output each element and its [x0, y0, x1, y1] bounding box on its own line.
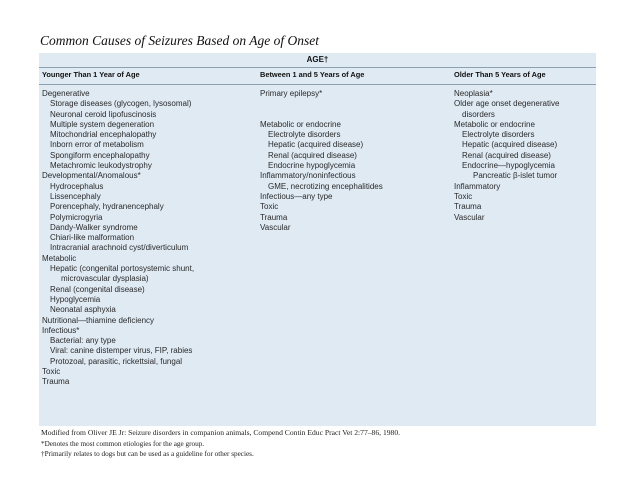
table-cell: Hepatic (acquired disease) [462, 140, 558, 150]
column-1-to-5-years [260, 89, 383, 233]
table-cell: Hepatic (congenital portosystemic shunt, [50, 264, 195, 274]
table-cell: Intracranial arachnoid cyst/diverticulum [50, 243, 189, 253]
table-cell: Hypoglycemia [50, 294, 101, 304]
table-cell: Infectious—any type [260, 191, 333, 201]
table-cell: Renal (congenital disease) [50, 284, 145, 294]
table-cell: Porencephaly, hydranencephaly [50, 202, 164, 212]
table-cell: Neoplasia* [454, 89, 493, 98]
footnote-dagger: †Primarily relates to dogs but can be used as a guideline for other species. [41, 450, 254, 458]
seizure-table [39, 53, 596, 426]
table-cell: Toxic [260, 202, 279, 212]
column-header-divider [39, 84, 596, 85]
table-cell: Pancreatic β-islet tumor [473, 171, 558, 181]
table-cell: Inflammatory [454, 181, 501, 191]
table-cell: Electrolyte disorders [268, 130, 341, 140]
table-cell: Endocrine hypoglycemia [268, 161, 356, 171]
table-cell: Trauma [454, 202, 482, 212]
table-cell: Neuronal ceroid lipofuscinosis [50, 109, 157, 119]
table-cell: Vascular [260, 222, 291, 232]
table-cell: Metabolic or endocrine [454, 119, 535, 129]
column-header-under-1-year: Younger Than 1 Year of Age [42, 70, 140, 79]
table-cell: Renal (acquired disease) [268, 150, 357, 160]
table-cell: Chiari-like malformation [50, 233, 135, 243]
footnote-asterisk: *Denotes the most common etiologies for the age group. [41, 440, 205, 448]
table-cell: Inflammatory/noninfectious [260, 171, 356, 181]
table-cell: Lissencephaly [50, 191, 101, 201]
column-over-5-years [454, 89, 559, 223]
table-cell: Toxic [454, 191, 473, 201]
table-cell: Protozoal, parasitic, rickettsial, fungal [50, 356, 183, 366]
table-cell: Metabolic [42, 253, 77, 263]
table-cell: Mitochondrial encephalopathy [50, 130, 157, 140]
table-cell [260, 110, 383, 120]
table-cell: Primary epilepsy* [260, 89, 323, 98]
header-divider [39, 67, 596, 68]
table-cell: Toxic [42, 367, 61, 377]
table-cell: GME, necrotizing encephalitides [268, 181, 383, 191]
column-under-1-year [42, 89, 194, 388]
table-cell: Metachromic leukodystrophy [50, 161, 152, 171]
table-cell: Renal (acquired disease) [462, 150, 551, 160]
table-cell: Trauma [260, 212, 288, 222]
table-cell: Vascular [454, 212, 485, 222]
age-header: AGE† [306, 55, 329, 64]
source-note: Modified from Oliver JE Jr: Seizure disorders in companion animals, Compend Contin Educ Pract Vet 2:77–86, 1980. [41, 428, 401, 437]
table-cell: Multiple system degeneration [50, 119, 155, 129]
table-cell: Electrolyte disorders [462, 130, 535, 140]
table-cell: Spongiform encephalopathy [50, 150, 150, 160]
table-title: Common Causes of Seizures Based on Age of Onset [40, 33, 319, 48]
table-cell: Polymicrogyria [50, 212, 103, 222]
column-header-1-to-5-years: Between 1 and 5 Years of Age [260, 70, 365, 79]
table-cell: Storage diseases (glycogen, lysosomal) [50, 99, 192, 109]
table-cell [260, 99, 383, 109]
table-cell: Endocrine—hypoglycemia [462, 161, 555, 171]
table-cell: Hepatic (acquired disease) [268, 140, 364, 150]
table-cell: Older age onset degenerative [454, 99, 560, 109]
column-header-over-5-years: Older Than 5 Years of Age [454, 70, 546, 79]
table-cell: Trauma [42, 377, 70, 387]
table-cell: Degenerative [42, 89, 90, 98]
table-cell: Dandy-Walker syndrome [50, 222, 138, 232]
table-cell: disorders [462, 109, 495, 119]
table-cell: Neonatal asphyxia [50, 305, 116, 315]
table-cell: Nutritional—thiamine deficiency [42, 315, 155, 325]
table-cell: Hydrocephalus [50, 181, 104, 191]
table-cell: Bacterial: any type [50, 336, 116, 346]
table-cell: Viral: canine distemper virus, FIP, rabies [50, 346, 193, 356]
table-cell: Developmental/Anomalous* [42, 171, 141, 181]
table-cell: microvascular dysplasia) [61, 274, 149, 284]
table-cell: Metabolic or endocrine [260, 119, 341, 129]
table-cell: Infectious* [42, 325, 80, 335]
table-cell: Inborn error of metabolism [50, 140, 144, 150]
